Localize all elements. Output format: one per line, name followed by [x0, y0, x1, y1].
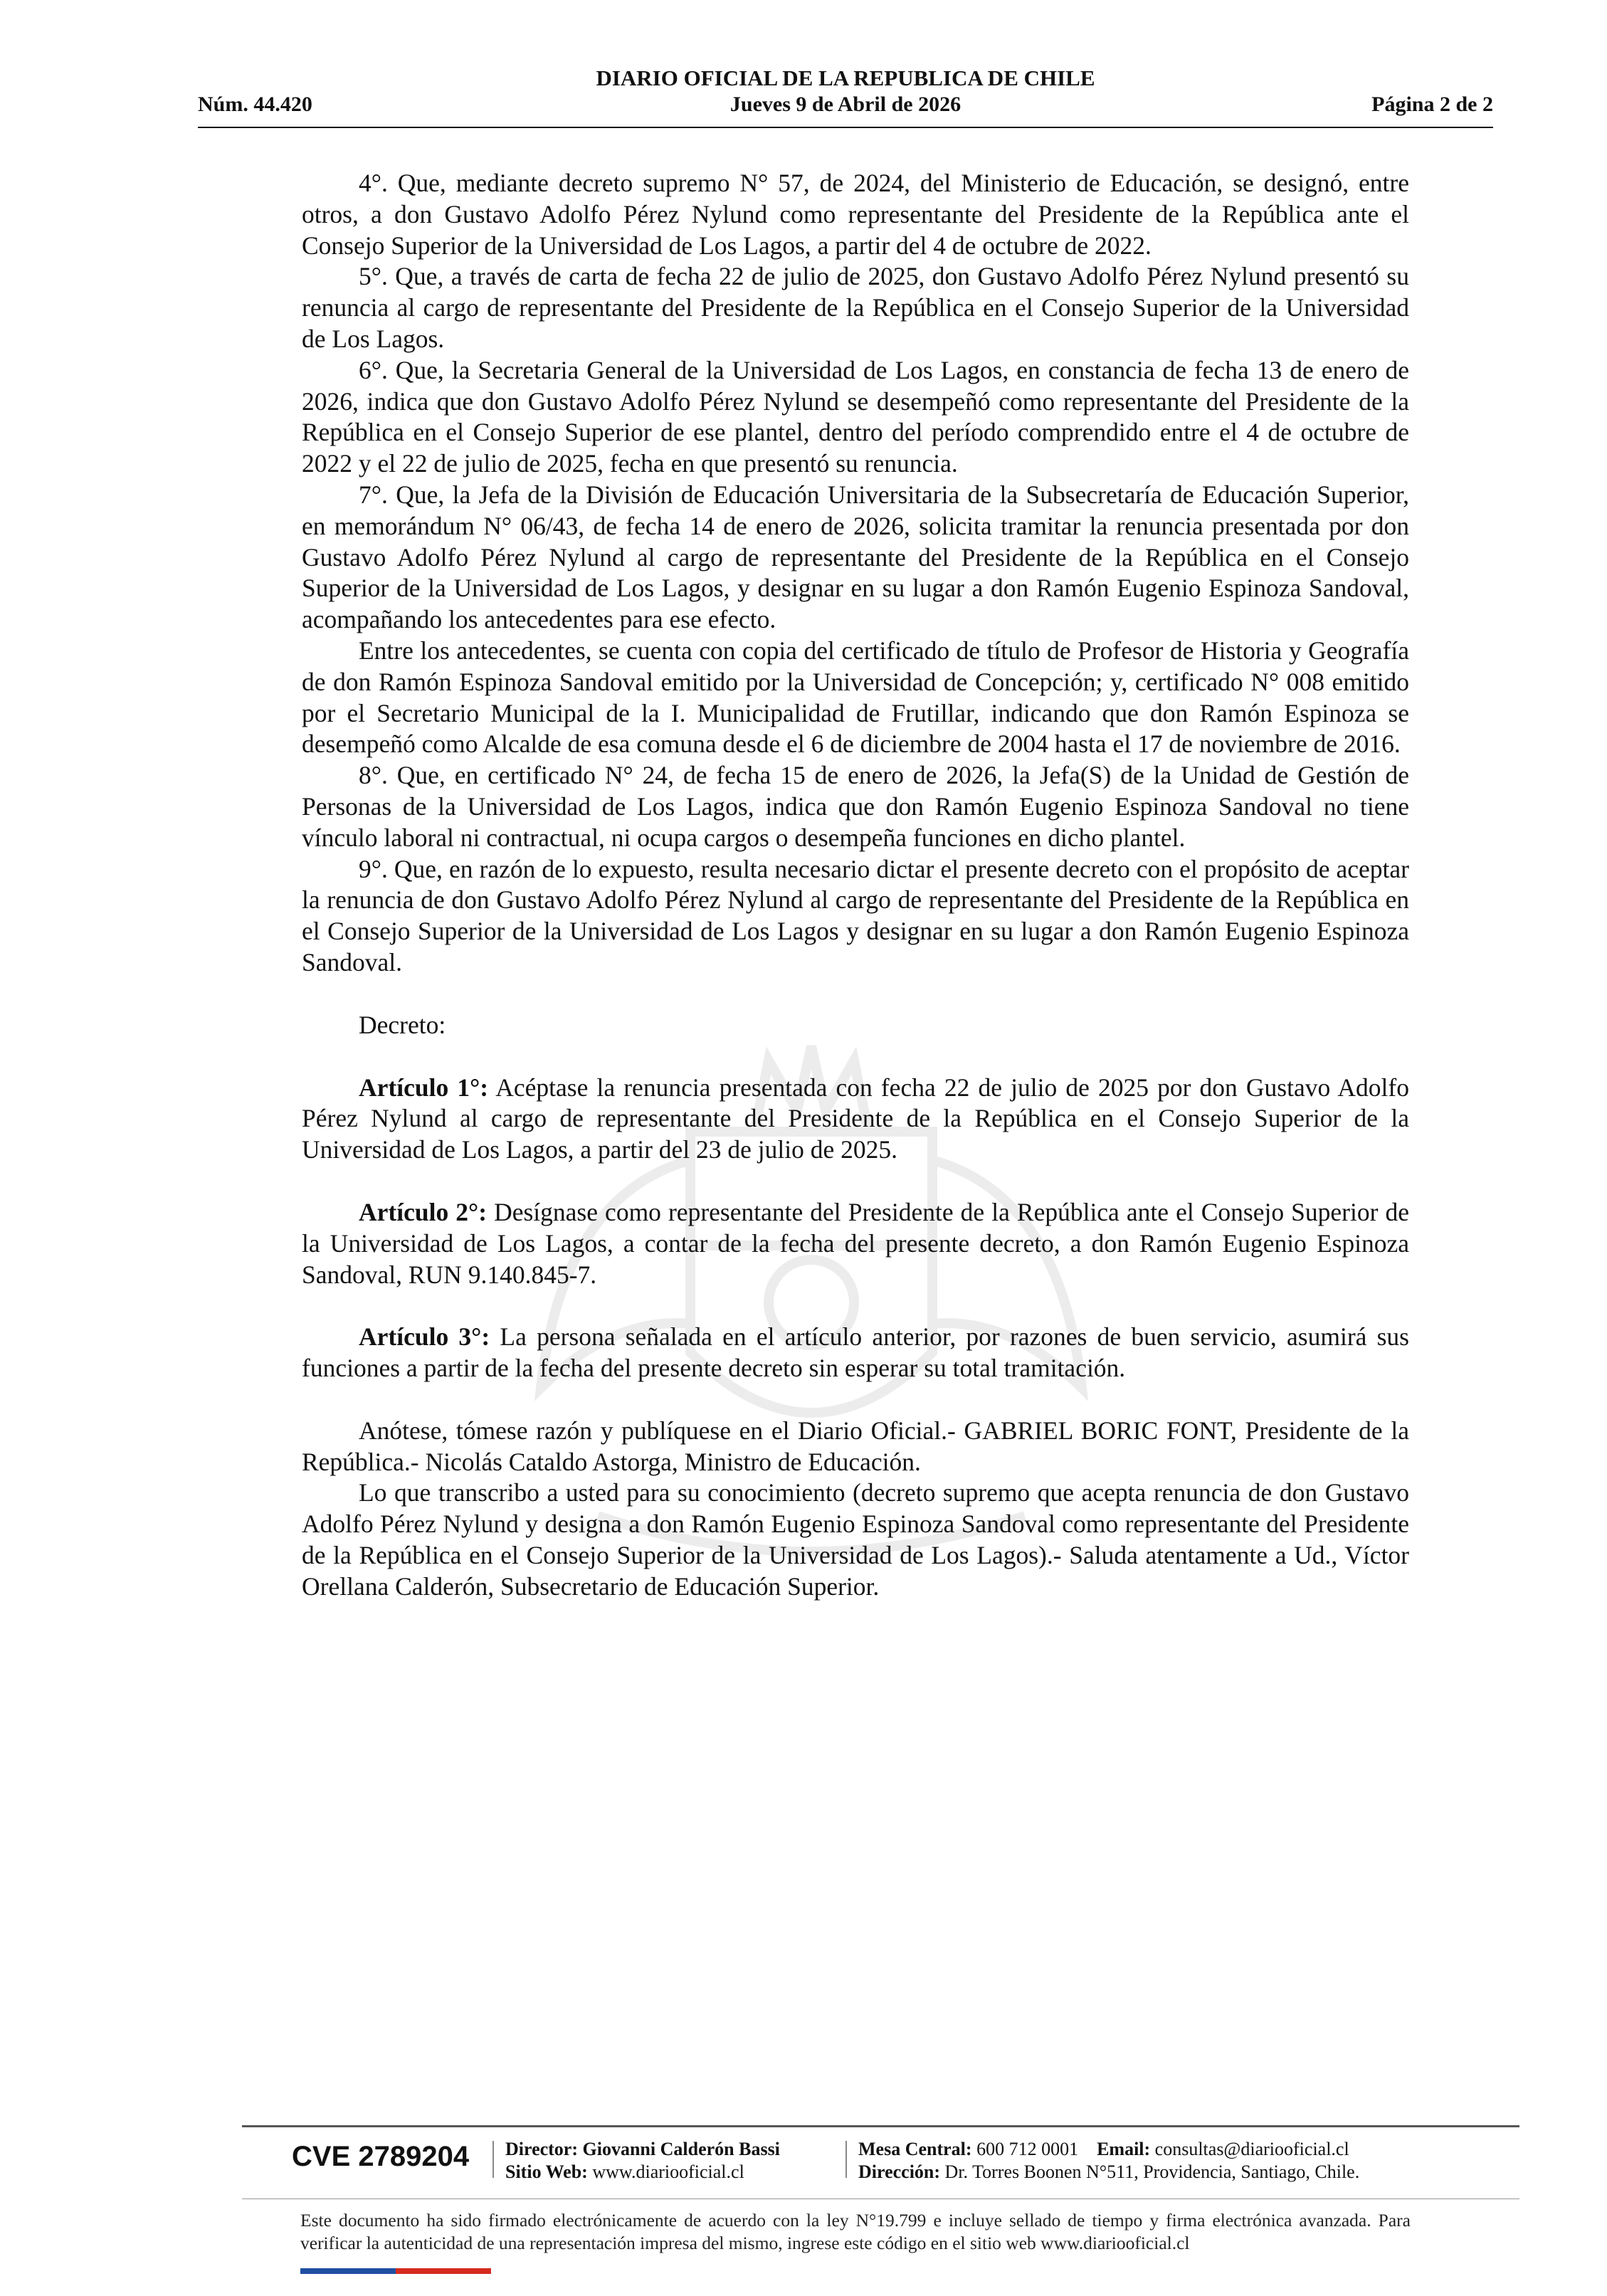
decreto-heading: Decreto:: [359, 1010, 446, 1039]
considerando-9: 9°. Que, en razón de lo expuesto, resulta necesario dictar el presente decreto con el propósito de aceptar la renuncia de don Gustavo Adolfo Pérez Nylund al cargo de representante del Presidente de la República en el Consejo Superior de la Universidad de Los Lagos y designar en su lugar a don Ramón Eugenio Espinoza Sandoval.: [302, 854, 1409, 976]
spacer: [302, 1041, 1409, 1073]
director-label: Director:: [505, 2139, 579, 2159]
considerando-7: 7°. Que, la Jefa de la División de Educación Universitaria de la Subsecretaría de Educación Superior, en memorándum N° 06/43, de fecha 14 de enero de 2026, solicita tramitar la renuncia presentada por don Gustavo Adolfo Pérez Nylund al cargo de representante del Presidente de la República en el Consejo Superior de la Universidad de Los Lagos, y designar en su lugar a don Ramón Eugenio Espinoza Sandoval, acompañando los antecedentes para ese efecto.: [302, 480, 1409, 634]
considerando-8: 8°. Que, en certificado N° 24, de fecha 15 de enero de 2026, la Jefa(S) de la Unidad de Gestión de Personas de la Universidad de Los Lagos, indica que don Ramón Eugenio Espinoza Sandoval no tiene vínculo laboral ni contractual, ni ocupa cargos o desempeña funciones en dicho plantel.: [302, 761, 1409, 852]
closing-transcription: Lo que transcribo a usted para su conocimiento (decreto supremo que acepta renuncia de don Gustavo Adolfo Pérez Nylund y designa a don Ramón Eugenio Espinoza Sandoval como representante del Presidente de la República en el Consejo Superior de la Universidad de Los Lagos).- Saluda atentamente a Ud., Víctor Orellana Calderón, Subsecretario de Educación Superior.: [302, 1478, 1409, 1601]
direccion-label: Dirección:: [858, 2161, 941, 2182]
direccion-text: Dr. Torres Boonen N°511, Providencia, Santiago, Chile.: [944, 2161, 1360, 2182]
email-link[interactable]: consultas@diariooficial.cl: [1154, 2139, 1349, 2159]
articulo-3-text: La persona señalada en el artículo anterior, por razones de buen servicio, asumirá sus funciones a partir de la fecha del presente decreto sin esperar su total tramitación.: [302, 1322, 1410, 1383]
director-name: Giovanni Calderón Bassi: [582, 2139, 780, 2159]
footer-divider: [242, 2125, 1519, 2127]
cve-code: CVE 2789204: [292, 2141, 470, 2172]
header-divider: [198, 127, 1493, 128]
footer-director-block: [505, 2138, 780, 2184]
articulo-1-text: Acéptase la renuncia presentada con fecha 22 de julio de 2025 por don Gustavo Adolfo Pérez Nylund al cargo de representante del Presidente de la República en el Consejo Superior de la Universidad de Los Lagos, a partir del 23 de julio de 2025.: [302, 1073, 1409, 1164]
footer-divider: [242, 2198, 1519, 2199]
articulo-2-label: Artículo 2°:: [359, 1197, 488, 1226]
mesa-label: Mesa Central:: [858, 2139, 972, 2159]
page-indicator: Página 2 de 2: [1371, 93, 1493, 116]
web-link[interactable]: www.diariooficial.cl: [592, 2161, 744, 2182]
footer-separator: [845, 2141, 847, 2178]
articulo-3: [302, 1322, 1409, 1384]
closing-signatures: Anótese, tómese razón y publíquese en el Diario Oficial.- GABRIEL BORIC FONT, Presidente de la República.- Nicolás Cataldo Astorga, Ministro de Educación.: [302, 1416, 1409, 1476]
email-label: Email:: [1097, 2139, 1151, 2159]
issue-number: Núm. 44.420: [198, 93, 312, 116]
spacer: [302, 1166, 1409, 1197]
web-label: Sitio Web:: [505, 2161, 588, 2182]
footer-separator: [492, 2141, 494, 2178]
spacer: [302, 1290, 1409, 1322]
flag-stripe-red: [396, 2268, 491, 2274]
flag-stripe-blue: [300, 2268, 396, 2274]
considerando-6: 6°. Que, la Secretaria General de la Universidad de Los Lagos, en constancia de fecha 13 de enero de 2026, indica que don Gustavo Adolfo Pérez Nylund se desempeñó como representante del Presidente de la República en el Consejo Superior de ese plantel, dentro del período comprendido entre el 4 de octubre de 2022 y el 22 de julio de 2025, fecha en que presentó su renuncia.: [302, 355, 1409, 478]
articulo-1-label: Artículo 1°:: [359, 1073, 489, 1102]
decree-body: [302, 168, 1409, 1603]
mesa-phone: 600 712 0001: [976, 2139, 1079, 2159]
considerando-7-antecedentes: Entre los antecedentes, se cuenta con copia del certificado de título de Profesor de Historia y Geografía de don Ramón Espinoza Sandoval emitido por la Universidad de Concepción; y, certificado N° 008 emitido por el Secretario Municipal de la I. Municipalidad de Frutillar, indicando que don Ramón Espinoza se desempeñó como Alcalde de esa comuna desde el 6 de diciembre de 2004 hasta el 17 de noviembre de 2016.: [302, 636, 1409, 759]
articulo-2: [302, 1197, 1409, 1290]
issue-date: Jueves 9 de Abril de 2026: [729, 93, 961, 116]
considerando-5: 5°. Que, a través de carta de fecha 22 de julio de 2025, don Gustavo Adolfo Pérez Nylund presentó su renuncia al cargo de representante del Presidente de la República en el Consejo Superior de la Universidad de Los Lagos.: [302, 262, 1409, 353]
publication-title: DIARIO OFICIAL DE LA REPUBLICA DE CHILE: [596, 65, 1095, 90]
footer-contact-block: [858, 2138, 1359, 2184]
page-header: [198, 65, 1493, 130]
articulo-2-text: Desígnase como representante del Presidente de la República ante el Consejo Superior de la Universidad de Los Lagos, a contar de la fecha del presente decreto, a don Ramón Eugenio Espinoza Sandoval, RUN 9.140.845-7.: [302, 1197, 1409, 1289]
spacer: [302, 979, 1409, 1010]
considerando-4: 4°. Que, mediante decreto supremo N° 57, de 2024, del Ministerio de Educación, se designó, entre otros, a don Gustavo Adolfo Pérez Nylund como representante del Presidente de la República ante el Consejo Superior de la Universidad de Los Lagos, a partir del 4 de octubre de 2022.: [302, 169, 1409, 260]
articulo-3-label: Artículo 3°:: [359, 1322, 490, 1352]
flag-stripe: [300, 2265, 491, 2270]
articulo-1: [302, 1073, 1409, 1166]
spacer: [302, 1384, 1409, 1416]
electronic-signature-notice: Este documento ha sido firmado electrónicamente de acuerdo con la ley N°19.799 e incluye sellado de tiempo y firma electrónica avanzada. Para verificar la autenticidad de una representación impresa del mismo, ingrese este código en el sitio web www.diariooficial.cl: [300, 2210, 1411, 2253]
